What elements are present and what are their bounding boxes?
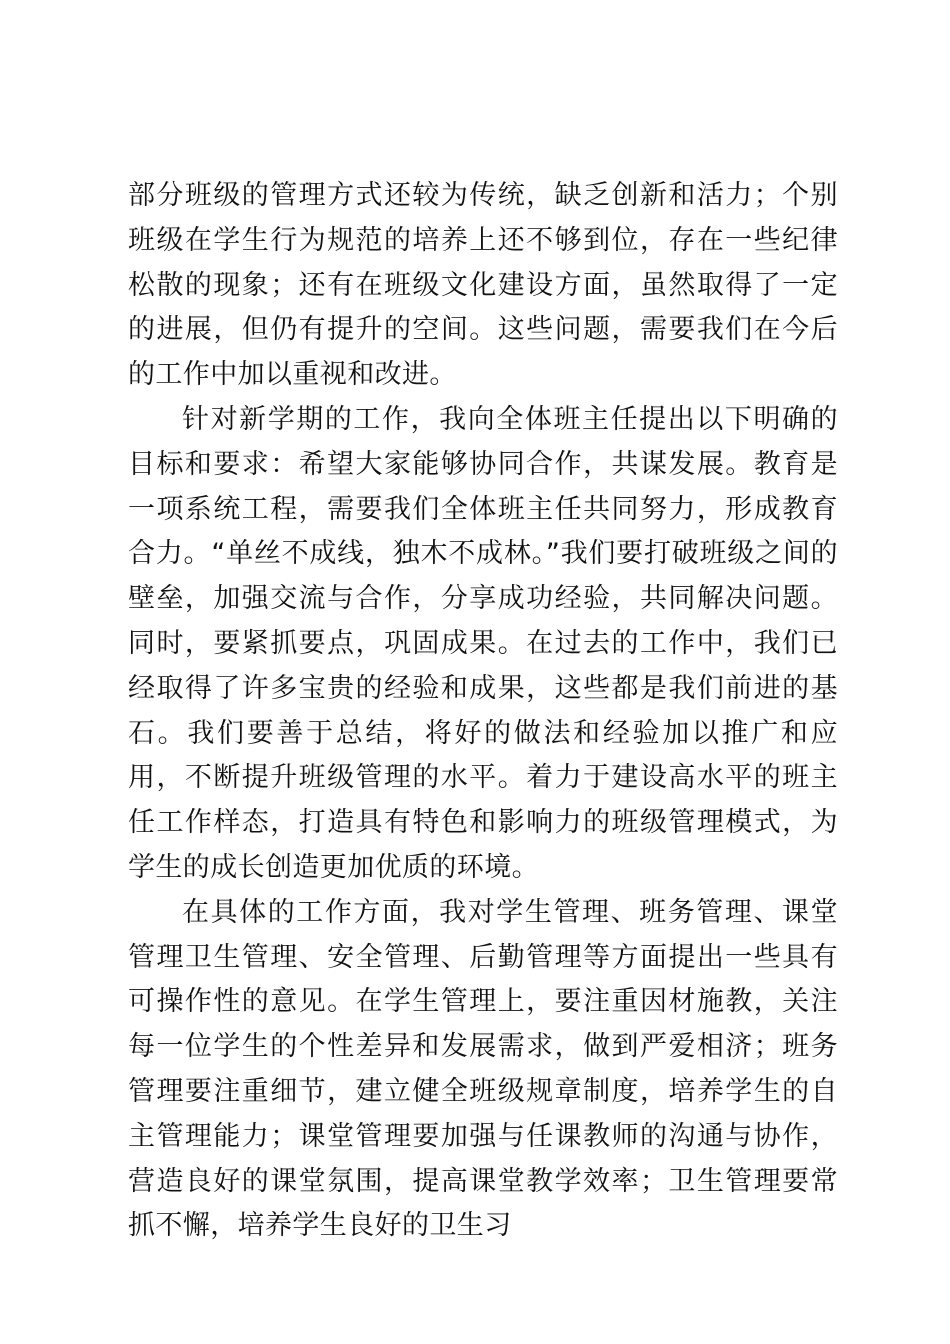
paragraph-continuation: 部分班级的管理方式还较为传统，缺乏创新和活力；个别班级在学生行为规范的培养上还不够到位，存在一些纪律松散的现象；还有在班级文化建设方面，虽然取得了一定的进展，但仍有提升的空间。这些问题，需要我们在今后的工作中加以重视和改进。	[128, 180, 838, 391]
document-body	[128, 174, 838, 1249]
paragraph-goals-requirements: 针对新学期的工作，我向全体班主任提出以下明确的目标和要求：希望大家能够协同合作，共谋发展。教育是一项系统工程，需要我们全体班主任共同努力，形成教育合力。“单丝不成线，独木不成林。”我们要打破班级之间的壁垒，加强交流与合作，分享成功经验，共同解决问题。同时，要紧抓要点，巩固成果。在过去的工作中，我们已经取得了许多宝贵的经验和成果，这些都是我们前进的基石。我们要善于总结，将好的做法和经验加以推广和应用，不断提升班级管理的水平。着力于建设高水平的班主任工作样态，打造具有特色和影响力的班级管理模式，为学生的成长创造更加优质的环境。	[128, 403, 838, 883]
paragraph-specific-work: 在具体的工作方面，我对学生管理、班务管理、课堂管理卫生管理、安全管理、后勤管理等方面提出一些具有可操作性的意见。在学生管理上，要注重因材施教，关注每一位学生的个性差异和发展需求，做到严爱相济；班务管理要注重细节，建立健全班级规章制度，培养学生的自主管理能力；课堂管理要加强与任课教师的沟通与协作，营造良好的课堂氛围，提高课堂教学效率；卫生管理要常抓不懈，培养学生良好的卫生习	[128, 896, 838, 1242]
